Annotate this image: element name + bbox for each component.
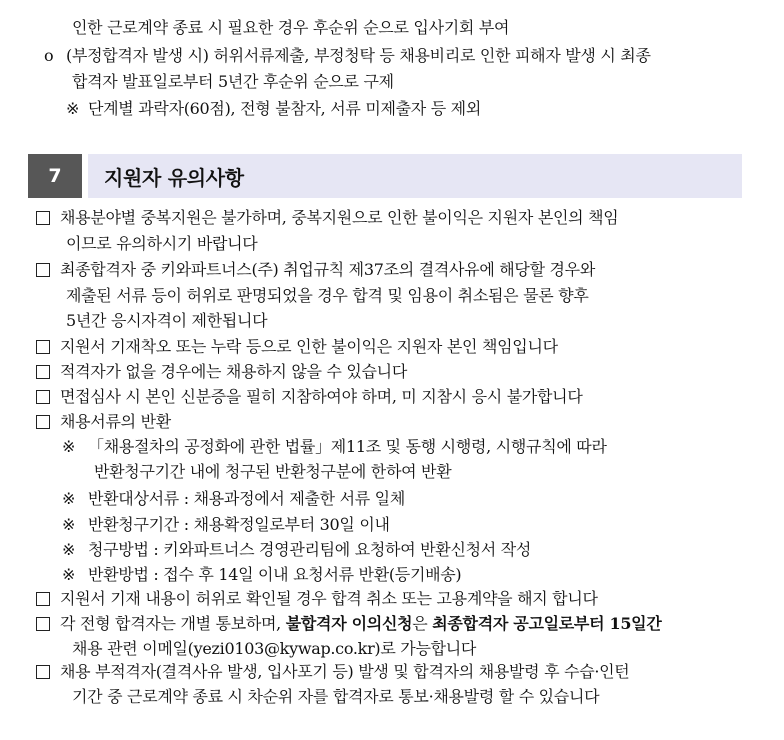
item-text-part: 은 (412, 614, 433, 633)
item-text: 지원서 기재착오 또는 누락 등으로 인한 불이익은 지원자 본인 책임입니다 (60, 337, 558, 356)
section-title: 지원자 유의사항 (104, 165, 244, 190)
continued-text: 인한 근로계약 종료 시 필요한 경우 후순위 순으로 입사기회 부여 (72, 18, 510, 37)
sub-note-text: 청구방법 : 키와파트너스 경영관리팀에 요청하여 반환신청서 작성 (88, 540, 532, 559)
bold-text: 불합격자 이의신청 (285, 614, 413, 633)
item-text: 채용서류의 반환 (60, 412, 171, 431)
item-text: 채용 부적격자(결격사유 발생, 입사포기 등) 발생 및 합격자의 채용발령 후 수습·인턴 (60, 662, 630, 681)
section-number: 7 (28, 154, 82, 198)
checkbox-icon (36, 665, 50, 679)
item-text-cont: 기간 중 근로계약 종료 시 차순위 자를 합격자로 통보·채용발령 할 수 있습니다 (72, 687, 600, 706)
sub-note-text: 「채용절차의 공정화에 관한 법률」제11조 및 동행 시행령, 시행규칙에 따라 (88, 437, 607, 456)
checkbox-icon (36, 592, 50, 606)
circle-bullet-icon: o (44, 46, 54, 65)
sub-note-text-cont: 반환청구기간 내에 청구된 반환청구분에 한하여 반환 (94, 462, 452, 481)
item-text: 채용분야별 중복지원은 불가하며, 중복지원으로 인한 불이익은 지원자 본인의 책임 (60, 208, 619, 227)
item-text: 지원서 기재 내용이 허위로 확인될 경우 합격 취소 또는 고용계약을 해지 합니다 (60, 589, 598, 608)
note-text: 단계별 과락자(60점), 전형 불참자, 서류 미제출자 등 제외 (88, 99, 481, 118)
item-text-cont: 채용 관련 이메일(yezi0103@kywap.co.kr)로 가능합니다 (72, 639, 477, 658)
checkbox-icon (36, 415, 50, 429)
note-mark-icon: ※ (66, 99, 80, 118)
item-text-part: 각 전형 합격자는 개별 통보하며, (60, 614, 286, 633)
item-text (60, 613, 661, 635)
note-mark-icon: ※ (62, 540, 76, 559)
item-text: 면접심사 시 본인 신분증을 필히 지참하여야 하며, 미 지참시 응시 불가합니다 (60, 387, 583, 406)
item-text-cont: 이므로 유의하시기 바랍니다 (66, 234, 258, 253)
sub-note-text: 반환대상서류 : 채용과정에서 제출한 서류 일체 (88, 489, 405, 508)
note-mark-icon: ※ (62, 515, 76, 534)
checkbox-icon (36, 340, 50, 354)
note-mark-icon: ※ (62, 437, 76, 456)
bold-text: 최종합격자 공고일로부터 15일간 (432, 614, 662, 633)
sub-note-text: 반환방법 : 접수 후 14일 이내 요청서류 반환(등기배송) (88, 565, 462, 584)
item-text: 적격자가 없을 경우에는 채용하지 않을 수 있습니다 (60, 362, 407, 381)
checkbox-icon (36, 211, 50, 225)
note-mark-icon: ※ (62, 489, 76, 508)
bullet-text-cont: 합격자 발표일로부터 5년간 후순위 순으로 구제 (72, 72, 394, 91)
bullet-text: (부정합격자 발생 시) 허위서류제출, 부정청탁 등 채용비리로 인한 피해자 발생 시 최종 (66, 46, 651, 65)
item-text-cont: 5년간 응시자격이 제한됩니다 (66, 311, 268, 330)
checkbox-icon (36, 365, 50, 379)
item-text-cont: 제출된 서류 등이 허위로 판명되었을 경우 합격 및 임용이 취소됨은 물론 향후 (66, 286, 589, 305)
item-text: 최종합격자 중 키와파트너스(주) 취업규칙 제37조의 결격사유에 해당할 경우와 (60, 260, 595, 279)
note-mark-icon: ※ (62, 565, 76, 584)
sub-note-text: 반환청구기간 : 채용확정일로부터 30일 이내 (88, 515, 390, 534)
checkbox-icon (36, 390, 50, 404)
section-title-bar (88, 154, 742, 198)
checkbox-icon (36, 263, 50, 277)
checkbox-icon (36, 617, 50, 631)
